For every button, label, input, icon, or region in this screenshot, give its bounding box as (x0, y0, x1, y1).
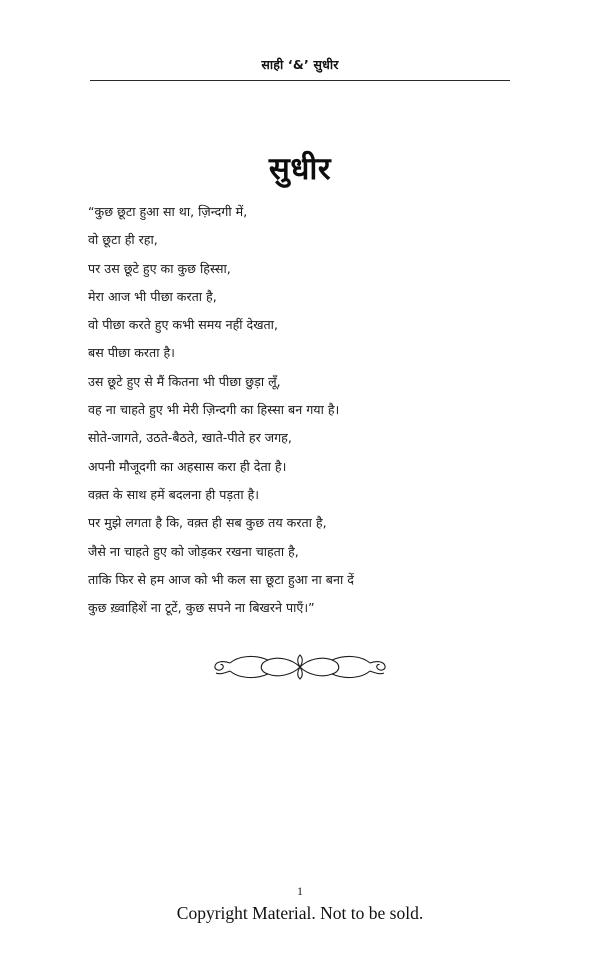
header-rule (90, 80, 510, 81)
flourish-divider-icon (90, 644, 510, 690)
poem-line: “कुछ छूटा हुआ सा था, ज़िन्दगी में, (88, 204, 248, 219)
poem-line: वक़्त के साथ हमें बदलना ही पड़ता है। (88, 486, 260, 502)
poem-body (88, 198, 524, 622)
poem-line: वो छूटा ही रहा, (88, 232, 158, 248)
poem-line: उस छूटे हुए से मैं कितना भी पीछा छुड़ा लूँ, (88, 373, 281, 389)
poem-line: बस पीछा करता है। (88, 345, 175, 361)
poem-line: मेरा आज भी पीछा करता है, (88, 288, 217, 304)
page-number: 1 (297, 884, 303, 898)
page-title: सुधीर (268, 150, 332, 187)
running-header: साही ‘&’ सुधीर (261, 57, 339, 72)
poem-line: जैसे ना चाहते हुए को जोड़कर रखना चाहता है, (88, 543, 299, 559)
poem-line: वो पीछा करते हुए कभी समय नहीं देखता, (88, 317, 278, 333)
poem-line: ताकि फिर से हम आज को भी कल सा छूटा हुआ ना बना दें (88, 571, 354, 587)
poem-line: पर मुझे लगता है कि, वक़्त ही सब कुछ तय करता है, (88, 515, 327, 531)
copyright-watermark: Copyright Material. Not to be sold. (176, 903, 424, 923)
poem-line: अपनी मौजूदगी का अहसास करा ही देता है। (88, 458, 287, 474)
poem-line: वह ना चाहते हुए भी मेरी ज़िन्दगी का हिस्सा बन गया है। (88, 402, 340, 418)
poem-line: सोते-जागते, उठते-बैठते, खाते-पीते हर जगह, (88, 430, 292, 446)
poem-line: कुछ ख़्वाहिशें ना टूटें, कुछ सपने ना बिखरने पाएँ।” (88, 600, 315, 616)
poem-line: पर उस छूटे हुए का कुछ हिस्सा, (88, 260, 231, 276)
